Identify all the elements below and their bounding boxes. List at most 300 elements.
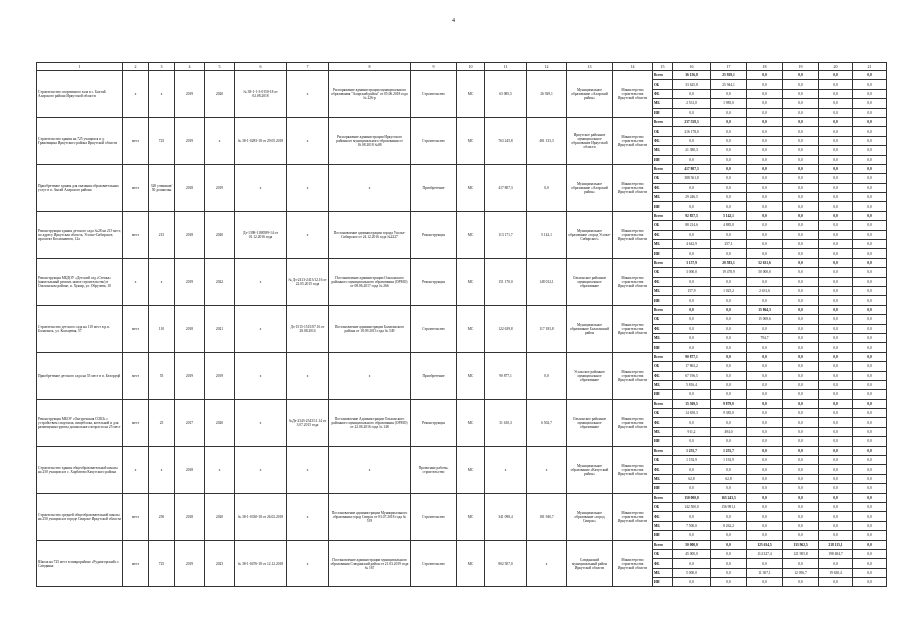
funding-amount: 0,0 xyxy=(747,343,783,352)
remaining-cost: 481 133,3 xyxy=(527,117,567,164)
funding-amount: 0,0 xyxy=(747,456,783,465)
funding-amount: 0,0 xyxy=(747,193,783,202)
funding-amount: 0,0 xyxy=(853,371,887,380)
funding-amount: 0,0 xyxy=(783,89,819,98)
column-number: 20 xyxy=(819,63,853,71)
funding-source-label: ФБ xyxy=(653,136,673,145)
funding-amount: 114 327,4 xyxy=(747,549,783,558)
funding-amount: 0,0 xyxy=(853,146,887,155)
funding-source-label: МБ xyxy=(653,99,673,108)
funding-amount: 12 056,7 xyxy=(783,568,819,577)
column-number: 1 xyxy=(37,63,123,71)
funding-amount: 0,0 xyxy=(747,174,783,183)
funding-amount: 0,0 xyxy=(819,333,853,342)
funding-amount: 156 981,1 xyxy=(711,502,747,511)
funding-amount: 0,0 xyxy=(711,484,747,493)
funding-amount: 0,0 xyxy=(747,465,783,474)
object-name: Школа на 725 мест в микрорайоне «Рудногорский» г. Слюдянка xyxy=(37,540,123,587)
funding-amount: 25 929,1 xyxy=(711,71,747,80)
funding-amount: 11 307,1 xyxy=(747,568,783,577)
funding-amount: 0,0 xyxy=(711,531,747,540)
funding-amount: 1 025,2 xyxy=(711,286,747,295)
funding-amount: 0,0 xyxy=(853,183,887,192)
funding-amount: 198 484,7 xyxy=(819,549,853,558)
funding-amount: 0,0 xyxy=(783,155,819,164)
funding-amount: 0,0 xyxy=(711,117,747,126)
ownership-form: МС xyxy=(457,399,485,446)
funding-source-label: Всего xyxy=(653,305,673,314)
funding-amount: 0,0 xyxy=(853,277,887,286)
funding-amount: 0,0 xyxy=(711,333,747,342)
capacity: 55 xyxy=(149,352,175,399)
manager: Министерство строительства Иркутской области xyxy=(613,117,653,164)
column-number: 8 xyxy=(329,63,411,71)
funding-source-label: МБ xyxy=(653,568,673,577)
funding-amount: 125 634,5 xyxy=(747,540,783,549)
capacity: 320 учеников/ 50 дошкольн xyxy=(149,164,175,211)
funding-amount: 0,0 xyxy=(783,371,819,380)
funding-amount: 0,0 xyxy=(853,437,887,446)
funding-source-label: ОБ xyxy=(653,549,673,558)
start-year: 2017 xyxy=(175,399,205,446)
funding-amount: 0,0 xyxy=(747,277,783,286)
funding-amount: 0,0 xyxy=(819,343,853,352)
column-number: 11 xyxy=(485,63,527,71)
funding-amount: 0,0 xyxy=(783,127,819,136)
funding-amount: 0,0 xyxy=(673,277,711,286)
funding-amount: 0,0 xyxy=(747,427,783,436)
funding-amount: 0,0 xyxy=(783,193,819,202)
funding-amount: 0,0 xyxy=(783,512,819,521)
funding-amount: 0,0 xyxy=(819,249,853,258)
funding-amount: 0,0 xyxy=(747,249,783,258)
table-row xyxy=(37,305,887,314)
funding-amount: 0,0 xyxy=(747,71,783,80)
funding-amount: 257,1 xyxy=(711,240,747,249)
manager: Министерство строительства Иркутской области xyxy=(613,446,653,493)
start-year: 2018 xyxy=(175,493,205,540)
funding-amount: 1 192,9 xyxy=(673,456,711,465)
funding-amount: 0,0 xyxy=(819,380,853,389)
funding-amount: 0,0 xyxy=(853,127,887,136)
funding-source-label: Всего xyxy=(653,164,673,173)
funding-amount: 0,0 xyxy=(783,333,819,342)
expertise-conclusion: Дз-1398-1188399-14 от 01.12.2016 года xyxy=(235,211,287,258)
estimated-cost: 417 807,3 xyxy=(485,164,527,211)
funding-amount: 157,9 xyxy=(673,286,711,295)
funding-amount: 0,0 xyxy=(853,202,887,211)
funding-amount: 1 255,7 xyxy=(711,446,747,455)
funding-amount: 0,0 xyxy=(711,146,747,155)
object-name: Реконструкция МБДОУ «Детский сад «Степка» (капитальный ремонт, новое строительство) в Ольхонском районе, п. Хужир, ул. Обручева, 10 xyxy=(37,258,123,305)
funding-amount: 0,0 xyxy=(819,127,853,136)
funding-source-label: МБ xyxy=(653,521,673,530)
funding-amount: 1 985,0 xyxy=(711,99,747,108)
funding-amount: 0,0 xyxy=(747,531,783,540)
funding-amount: 0,0 xyxy=(853,117,887,126)
funding-amount: 0,0 xyxy=(673,465,711,474)
funding-amount: 0,0 xyxy=(711,437,747,446)
funding-amount: 0,0 xyxy=(747,446,783,455)
column-number: 5 xyxy=(205,63,235,71)
funding-amount: 0,0 xyxy=(747,155,783,164)
column-number: 13 xyxy=(567,63,613,71)
remaining-cost: 117 183,8 xyxy=(527,305,567,352)
column-number: 10 xyxy=(457,63,485,71)
funding-amount: 0,0 xyxy=(819,277,853,286)
capacity: х xyxy=(149,446,175,493)
ownership-form: МС xyxy=(457,493,485,540)
funding-amount: 0,0 xyxy=(673,333,711,342)
funding-amount: 0,0 xyxy=(747,512,783,521)
funding-amount: 0,0 xyxy=(711,418,747,427)
funding-amount: 90 877,1 xyxy=(673,352,711,361)
funding-amount: 0,0 xyxy=(819,202,853,211)
funding-amount: 0,0 xyxy=(783,324,819,333)
funding-amount: 0,0 xyxy=(783,164,819,173)
funding-amount: 0,0 xyxy=(853,409,887,418)
funding-amount: 0,0 xyxy=(711,108,747,117)
expertise-conclusion: № 38-1-0476-18 от 12.12.2018 xyxy=(235,540,287,587)
table-row xyxy=(37,164,887,173)
funding-amount: 0,0 xyxy=(819,465,853,474)
funding-amount: 0,0 xyxy=(747,409,783,418)
funding-amount: 0,0 xyxy=(853,390,887,399)
funding-amount: 0,0 xyxy=(747,559,783,568)
funding-amount: 0,0 xyxy=(747,164,783,173)
funding-amount: 2 631,6 xyxy=(747,286,783,295)
funding-amount: 3 000,0 xyxy=(673,268,711,277)
object-name: Приобретение здания для оказания образовательных услуг в п. Ангай Аларского района xyxy=(37,164,123,211)
funding-amount: 15 069,6 xyxy=(747,315,783,324)
funding-source-label: Всего xyxy=(653,211,673,220)
funding-amount: 237 558,3 xyxy=(673,117,711,126)
works-type: Строительство xyxy=(411,493,457,540)
funding-amount: 0,0 xyxy=(819,89,853,98)
customer: Муниципальное образование «город Свирск» xyxy=(567,493,613,540)
funding-source-label: Всего xyxy=(653,446,673,455)
estimated-cost: 151 170,0 xyxy=(485,258,527,305)
manager: Министерство строительства Иркутской области xyxy=(613,71,653,118)
funding-amount: 0,0 xyxy=(853,474,887,483)
estimated-cost: 63 085,5 xyxy=(485,71,527,118)
funding-amount: 0,0 xyxy=(747,211,783,220)
funding-amount: 0,0 xyxy=(853,230,887,239)
funding-amount: 0,0 xyxy=(853,193,887,202)
funding-amount: 0,0 xyxy=(819,456,853,465)
funding-amount: 0,0 xyxy=(819,240,853,249)
cost-conclusion: Дз-1515-1515/07.16 от 28.08.2014 xyxy=(287,305,329,352)
funding-source-label: ОБ xyxy=(653,80,673,89)
manager: Министерство строительства Иркутской области xyxy=(613,540,653,587)
table-row xyxy=(37,211,887,220)
funding-amount: 0,0 xyxy=(853,380,887,389)
manager: Министерство строительства Иркутской области xyxy=(613,493,653,540)
funding-source-label: МБ xyxy=(653,193,673,202)
funding-amount: 0,0 xyxy=(819,390,853,399)
funding-amount: 0,0 xyxy=(783,211,819,220)
funding-source-label: ОБ xyxy=(653,502,673,511)
funding-amount: 0,0 xyxy=(853,89,887,98)
funding-source-label: Всего xyxy=(653,258,673,267)
funding-amount: 0,0 xyxy=(711,390,747,399)
estimated-cost: х xyxy=(485,446,527,493)
funding-amount: 4 642,9 xyxy=(673,240,711,249)
funding-amount: 0,0 xyxy=(819,362,853,371)
funding-amount: 165 243,3 xyxy=(711,493,747,502)
table-row xyxy=(37,71,887,80)
funding-amount: 0,0 xyxy=(853,71,887,80)
funding-amount: 0,0 xyxy=(853,465,887,474)
funding-amount: 0,0 xyxy=(853,305,887,314)
funding-amount: 0,0 xyxy=(673,418,711,427)
funding-amount: 0,0 xyxy=(747,578,783,587)
funding-source-label: ФБ xyxy=(653,418,673,427)
funding-amount: 0,0 xyxy=(711,193,747,202)
works-type: Проектные работы, строительство xyxy=(411,446,457,493)
funding-amount: 0,0 xyxy=(673,315,711,324)
expertise-conclusion: № 38-1-0330-18 от 26.02.2018 xyxy=(235,493,287,540)
manager: Министерство строительства Иркутской области xyxy=(613,399,653,446)
funding-amount: 21 380,3 xyxy=(673,146,711,155)
legal-act: Постановление администрации Балаганского района от 18.09.2013 года № 549 xyxy=(329,305,411,352)
funding-source-label: ОБ xyxy=(653,221,673,230)
funding-amount: 0,0 xyxy=(747,474,783,483)
column-number: 18 xyxy=(747,63,783,71)
funding-amount: 0,0 xyxy=(673,484,711,493)
funding-amount: 0,0 xyxy=(783,230,819,239)
funding-amount: 0,0 xyxy=(711,465,747,474)
funding-source-label: ОБ xyxy=(653,315,673,324)
funding-amount: 0,0 xyxy=(853,502,887,511)
funding-amount: 0,0 xyxy=(819,578,853,587)
funding-source-label: ИИ xyxy=(653,155,673,164)
funding-amount: 0,0 xyxy=(711,155,747,164)
funding-amount: 3 157,9 xyxy=(673,258,711,267)
funding-amount: 0,0 xyxy=(747,89,783,98)
funding-amount: 0,0 xyxy=(783,559,819,568)
estimated-cost: 31 610,3 xyxy=(485,399,527,446)
funding-amount: 9 879,0 xyxy=(711,399,747,408)
funding-amount: 0,0 xyxy=(711,249,747,258)
end-year: 2019 xyxy=(205,352,235,399)
funding-amount: 0,0 xyxy=(783,146,819,155)
funding-amount: 0,0 xyxy=(853,559,887,568)
legal-act: Распоряжение администрации муниципального образования "Аларский район" от 05.06.2018 года № 226-р xyxy=(329,71,411,118)
funding-amount: 0,0 xyxy=(853,362,887,371)
funding-amount: 0,0 xyxy=(783,484,819,493)
funding-amount: 0,0 xyxy=(747,183,783,192)
funding-amount: 0,0 xyxy=(783,474,819,483)
funding-amount: 0,0 xyxy=(819,211,853,220)
funding-source-label: ИИ xyxy=(653,296,673,305)
funding-amount: 0,0 xyxy=(783,80,819,89)
funding-amount: 0,0 xyxy=(673,296,711,305)
table-row xyxy=(37,117,887,126)
funding-amount: 0,0 xyxy=(673,305,711,314)
funding-amount: 7 500,0 xyxy=(673,521,711,530)
funding-amount: 0,0 xyxy=(853,427,887,436)
funding-amount: 0,0 xyxy=(783,183,819,192)
remaining-cost: 0,0 xyxy=(527,352,567,399)
object-name: Реконструкция МБОУ «Онгуренская СОШ» с устройством спортзала, пищеблока, котельной и для размещения группы дошкольного возраста на 25 мест xyxy=(37,399,123,446)
funding-source-label: ФБ xyxy=(653,465,673,474)
unit-of-measure: мест xyxy=(123,493,149,540)
funding-amount: 0,0 xyxy=(819,324,853,333)
funding-amount: 0,0 xyxy=(783,174,819,183)
funding-amount: 0,0 xyxy=(711,568,747,577)
column-number: 2 xyxy=(123,63,149,71)
start-year: 2019 xyxy=(175,352,205,399)
funding-amount: 0,0 xyxy=(819,296,853,305)
funding-amount: 0,0 xyxy=(783,221,819,230)
funding-amount: 36 156,8 xyxy=(673,71,711,80)
funding-amount: 0,0 xyxy=(747,437,783,446)
manager: Министерство строительства Иркутской области xyxy=(613,164,653,211)
funding-amount: 1 192,9 xyxy=(711,456,747,465)
column-number: 21 xyxy=(853,63,887,71)
funding-amount: 0,0 xyxy=(853,521,887,530)
start-year: 2018 xyxy=(175,305,205,352)
funding-amount: 0,0 xyxy=(673,89,711,98)
funding-amount: 0,0 xyxy=(853,531,887,540)
funding-amount: 0,0 xyxy=(853,164,887,173)
works-type: Приобретение xyxy=(411,164,457,211)
funding-amount: 50 000,0 xyxy=(673,540,711,549)
object-name: Строительство средней общеобразовательной школы на 250 учащихся в городе Свирске Иркутской области xyxy=(37,493,123,540)
table-row xyxy=(37,446,887,455)
funding-source-label: Всего xyxy=(653,540,673,549)
funding-amount: 0,0 xyxy=(819,305,853,314)
funding-amount: 0,0 xyxy=(819,493,853,502)
funding-amount: 0,0 xyxy=(819,531,853,540)
funding-source-label: ФБ xyxy=(653,89,673,98)
funding-amount: 0,0 xyxy=(819,437,853,446)
funding-amount: 0,0 xyxy=(747,221,783,230)
funding-amount: 0,0 xyxy=(783,286,819,295)
remaining-cost: 5 142,1 xyxy=(527,211,567,258)
funding-source-label: ФБ xyxy=(653,183,673,192)
funding-amount: 0,0 xyxy=(673,531,711,540)
funding-amount: 0,0 xyxy=(783,352,819,361)
remaining-cost: 0,0 xyxy=(527,164,567,211)
funding-amount: 0,0 xyxy=(853,493,887,502)
funding-amount: 0,0 xyxy=(853,108,887,117)
legal-act: Постановление администрации муниципального образования Слюдянский район от 21.03.2019 года № 167 xyxy=(329,540,411,587)
funding-amount: 0,0 xyxy=(711,380,747,389)
funding-amount: 0,0 xyxy=(783,315,819,324)
funding-amount: 0,0 xyxy=(819,474,853,483)
funding-amount: 0,0 xyxy=(747,146,783,155)
funding-source-label: МБ xyxy=(653,240,673,249)
funding-amount: 0,0 xyxy=(783,409,819,418)
funding-amount: 0,0 xyxy=(747,521,783,530)
ownership-form: МС xyxy=(457,352,485,399)
funding-amount: 0,0 xyxy=(673,390,711,399)
funding-amount: 0,0 xyxy=(819,512,853,521)
funding-amount: 0,0 xyxy=(747,484,783,493)
funding-amount: 0,0 xyxy=(853,578,887,587)
funding-amount: 0,0 xyxy=(819,155,853,164)
funding-amount: 0,0 xyxy=(711,164,747,173)
expertise-conclusion: х xyxy=(235,164,287,211)
remaining-cost: х xyxy=(527,446,567,493)
funding-amount: 0,0 xyxy=(783,427,819,436)
column-number: 15 xyxy=(653,63,673,71)
start-year: 2019 xyxy=(175,71,205,118)
capacity: 215 xyxy=(149,211,175,258)
object-name: Строительство детского сада на 110 мест в р.п. Балаганск, ул. Кольцевая, 57 xyxy=(37,305,123,352)
cost-conclusion: х xyxy=(287,493,329,540)
estimated-cost: 763 245,8 xyxy=(485,117,527,164)
funding-amount: 0,0 xyxy=(819,286,853,295)
funding-source-label: МБ xyxy=(653,146,673,155)
funding-amount: 0,0 xyxy=(853,399,887,408)
funding-amount: 0,0 xyxy=(819,502,853,511)
funding-amount: 0,0 xyxy=(853,174,887,183)
customer: Муниципальное образование «Аларский район» xyxy=(567,71,613,118)
legal-act: Постановление администрации Ольхонского районного муниципального образования (ОРМО) от 08.06.2017 года № 266 xyxy=(329,258,411,305)
funding-amount: 0,0 xyxy=(673,343,711,352)
funding-source-label: ИИ xyxy=(653,531,673,540)
funding-source-label: Всего xyxy=(653,117,673,126)
funding-amount: 0,0 xyxy=(819,315,853,324)
funding-amount: 388 561,8 xyxy=(673,174,711,183)
funding-amount: 0,0 xyxy=(711,230,747,239)
funding-amount: 0,0 xyxy=(747,380,783,389)
investment-objects-table xyxy=(36,62,887,587)
funding-source-label: ИИ xyxy=(653,249,673,258)
funding-source-label: ИИ xyxy=(653,484,673,493)
funding-amount: 0,0 xyxy=(783,249,819,258)
funding-amount: 0,0 xyxy=(747,324,783,333)
funding-amount: 33 625,8 xyxy=(673,80,711,89)
ownership-form: МС xyxy=(457,211,485,258)
funding-amount: 0,0 xyxy=(711,174,747,183)
funding-amount: 0,0 xyxy=(711,578,747,587)
start-year: 2019 xyxy=(175,117,205,164)
works-type: Приобретение xyxy=(411,352,457,399)
estimated-cost: 802 507,0 xyxy=(485,540,527,587)
funding-amount: 0,0 xyxy=(711,352,747,361)
estimated-cost: 90 877,1 xyxy=(485,352,527,399)
object-name: Строительство здания на 725 учащихся в д. Грановщина Иркутского района Иркутской области xyxy=(37,117,123,164)
start-year: 2018 xyxy=(175,211,205,258)
funding-amount: 50 000,0 xyxy=(747,268,783,277)
unit-of-measure: мест xyxy=(123,211,149,258)
funding-source-label: ИИ xyxy=(653,108,673,117)
column-number: 16 xyxy=(673,63,711,71)
table-row xyxy=(37,258,887,267)
funding-amount: 0,0 xyxy=(783,418,819,427)
remaining-cost: 148 012,1 xyxy=(527,258,567,305)
column-number: 12 xyxy=(527,63,567,71)
funding-source-label: ФБ xyxy=(653,512,673,521)
funding-source-label: ОБ xyxy=(653,409,673,418)
funding-amount: 17 863,2 xyxy=(673,362,711,371)
table-row xyxy=(37,399,887,408)
funding-amount: 0,0 xyxy=(819,418,853,427)
funding-amount: 19 630,4 xyxy=(819,568,853,577)
funding-amount: 0,0 xyxy=(783,390,819,399)
funding-amount: 0,0 xyxy=(747,493,783,502)
column-number: 9 xyxy=(411,63,457,71)
cost-conclusion: х xyxy=(287,71,329,118)
column-number: 4 xyxy=(175,63,205,71)
funding-amount: 0,0 xyxy=(711,540,747,549)
estimated-cost: 122 639,8 xyxy=(485,305,527,352)
funding-amount: 0,0 xyxy=(711,512,747,521)
